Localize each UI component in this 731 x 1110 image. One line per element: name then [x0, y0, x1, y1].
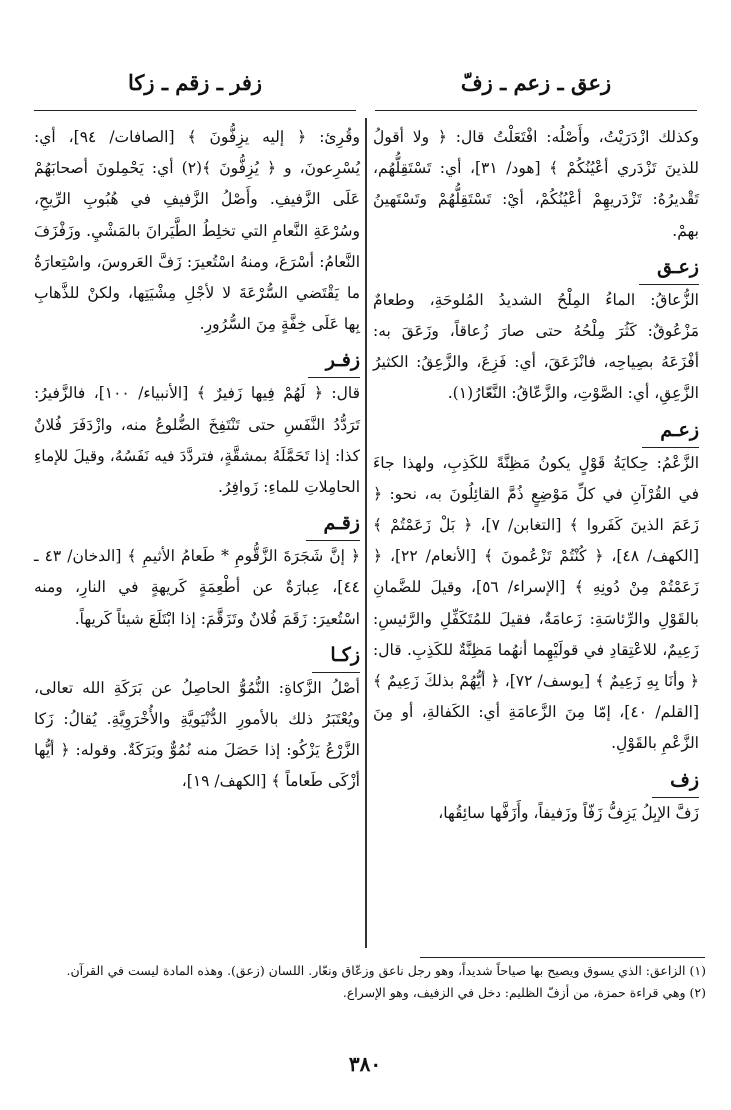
entry-text-zaff: زَفَّ الإبِلُ يَزِفُّ زَفّاً وزَفيفاً، وأَزَفَّها سائِقُها، [438, 803, 699, 822]
left-column [34, 122, 360, 798]
entry-heading-zaaq: زعـق [639, 251, 699, 285]
footnote-2: (٢) وهي قراءة حمزة، من أزفّ الظليم: دخل في الزفيف، وهو الإسراع. [342, 985, 706, 1000]
right-column [373, 122, 699, 829]
footnotes [34, 960, 706, 1004]
entry-text-zaam: الزَّعْمُ: حِكايَةُ قَوْلٍ يكونُ مَظِنَّةً للكَذِبِ، ولهذا جاءَ في القُرْآنِ في كلِّ مَوْضِعٍ ذُمَّ القائِلُونَ به، نحو: ﴿ زَعَمَ الذينَ كَفَروا ﴾ [التغابن/ ٧]، ﴿ بَلْ زَعَمْتُمْ ﴾ [الكهف/ ٤٨]، ﴿ كُنْتُمْ تَزْعُمونَ ﴾ [الأنعام/ ٢٢]، ﴿ زَعَمْتُمْ مِنْ دُونِهِ ﴾ [الإسراء/ ٥٦]، وقيلَ للضَّمانِ بالقَوْلِ والرِّئاسَةِ: زَعامَةٌ، فقيلَ للمُتَكَفِّلِ والرَّئيسِ: زَعِيمٌ، للاعْتِقادِ في قولَيْهِما أنهُما مَظِنَّةٌ للكَذِبِ. قال: ﴿ وأنَا بِهِ زَعِيمٌ ﴾ [يوسف/ ٧٢]، ﴿ أيُّهُمْ بذلكَ زَعِيمٌ ﴾ [القلم/ ٤٠]، إمّا مِنَ الزَّعامَةِ أي: الكَفالةِ، أو مِنَ الزَّعْمِ بالقَوْلِ. [373, 453, 699, 753]
page-number: ٣٨٠ [348, 1052, 382, 1076]
entry-heading-zaff: زف [652, 764, 699, 798]
entry-heading-zaam: زعـم [642, 414, 699, 448]
entry-heading-zafar: زفـر [308, 344, 360, 378]
footnote-1: (١) الزاعق: الذي يسوق ويصيح بها صياحاً شديداً، وهو رجل ناعق وزعّاق ونعّار. اللسان (زعق). وهذه المادة ليست في القرآن. [66, 963, 706, 978]
entry-heading-zaka: زكـا [312, 639, 360, 673]
entry-text-zaaq: الزُّعاقُ: الماءُ المِلْحُ الشديدُ المُلوحَةِ، وطعامٌ مَزْعُوقٌ: كَثُرَ مِلْحُهُ حتى صارَ زُعاقاً، وزَعَقَ به: أفْزَعَهُ بصِياحِه، فانْزَعَقَ، أي: فَزِعَ، والزَّعِقُ: الكثيرُ الزَّعِقِ، أي: الصَّوْتِ، والزَّعّاقُ: النَّعّارُ(١). [373, 290, 699, 403]
entry-heading-zaqam: زقـم [306, 507, 360, 541]
running-header-right: زعق ـ زعم ـ زفّ [375, 70, 697, 111]
continued-paragraph: وكذلك ازْدَرَيْتُ، وأَصْلُه: افْتَعَلْتُ قال: ﴿ ولا أقولُ للذينَ تَزْدَري أعْيُنُكُمْ ﴾ [هود/ ٣١]، أي: تَسْتَقِلُّهُم، تَقْديرُهُ: تَزْدَريهِمْ أعْيُنُكُمْ، أيْ: تَسْتَقِلُّهُمْ وتَسْتَهينُ بهمْ. [373, 128, 699, 240]
continued-paragraph-left: وقُرِئ: ﴿ إليه يزِفُّونَ ﴾ [الصافات/ ٩٤]، أي: يُسْرِعونَ، و ﴿ يُزِفُّونَ ﴾(٢) أي: يَحْمِلونَ أصحابَهُمْ عَلَى الزَّفيفِ. وأَصْلُ الزَّفيفِ في هُبُوبِ الرِّيحِ، وسُرْعَةِ النَّعامِ التي تخلِطُ الطَّيَرانَ بالمَشْيِ. وزَفْزَفَ النَّعامُ: أسْرَعَ، ومنهُ اسْتُعيرَ: زَفَّ العَروسَ، واسْتِعارَةُ ما يَقْتَضي السُّرْعَةَ لا لأجْلِ مِشْيَتِها، ولكنْ للذَّهابِ بِها عَلَى خِفَّةٍ مِنَ السُّرُورِ. [34, 128, 361, 334]
column-divider [365, 118, 367, 948]
running-header-left: زفر ـ زقم ـ زكا [34, 70, 356, 111]
entry-text-zaka: أصْلُ الزَّكاةِ: النُّمُوُّ الحاصِلُ عن بَرَكَةِ الله تعالى، ويُعْتَبَرُ ذلك بالأمورِ الدُّنْيَويَّةِ والأُخْرَوِيَّةِ. يُقالُ: زَكا الزَّرْعُ يَزْكُو: إذا حَصَلَ منه نُمُوٌّ وبَرَكَةٌ. وقوله: ﴿ أيُّها أزْكَى طَعاماً ﴾ [الكهف/ ١٩]، [34, 678, 360, 791]
entry-text-zafar: قال: ﴿ لَهُمْ فِيها زَفيرٌ ﴾ [الأنبياء/ ١٠٠]، فالزَّفيرُ: تَرَدُّدُ النَّفَسِ حتى تَنْتَفِخَ الضُّلوعُ منه، وازْدَفَرَ فُلانٌ كذا: إذا تَحَمَّلَهُ بمشقَّةٍ، فتردَّدَ فيه نَفَسُهُ، وقيلَ للإماءِ الحامِلاتِ للماءِ: زَوافِرُ. [34, 384, 360, 497]
footnote-separator [420, 957, 705, 958]
entry-text-zaqam: ﴿ إنَّ شَجَرَةَ الزَّقُّومِ * طَعامُ الأثيمِ ﴾ [الدخان/ ٤٣ ـ ٤٤]، عِبارَةٌ عن أطْعِمَةٍ كَريهةٍ في النارِ، ومنه اسْتُعيرَ: زَقَمَ فُلانٌ وتَزَقَّمَ: إذا ابْتَلَعَ شيئاً كَريهاً. [34, 547, 361, 628]
